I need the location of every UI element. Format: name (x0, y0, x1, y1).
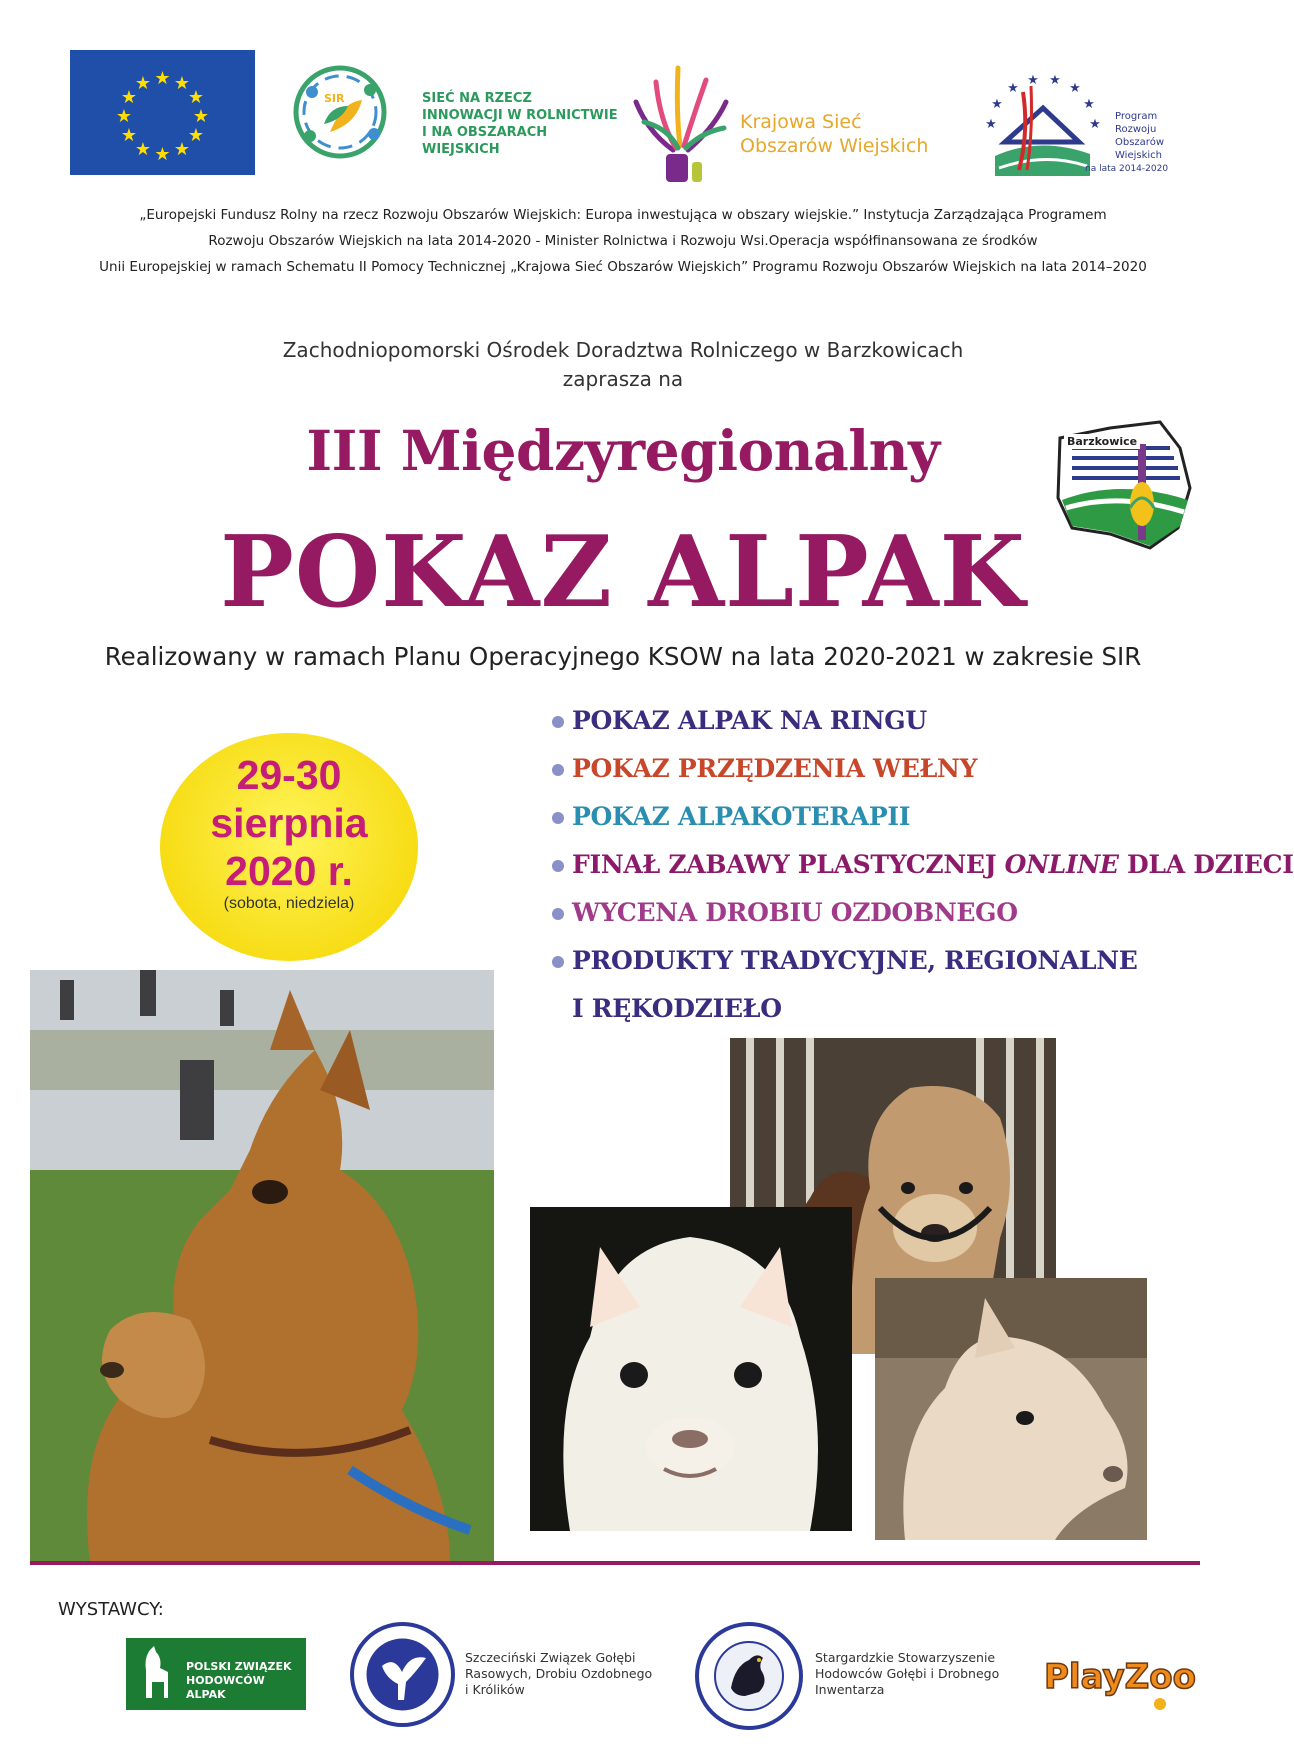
sir-logo-text: SIEĆ NA RZECZ INNOWACJI W ROLNICTWIE I NA OBSZARACH WIEJSKICH (422, 91, 618, 157)
svg-text:★: ★ (120, 87, 138, 108)
date-year: 2020 r. (225, 848, 353, 894)
svg-text:★: ★ (154, 144, 171, 165)
prow-logo-years: na lata 2014-2020 (1085, 164, 1169, 174)
svg-text:★: ★ (120, 125, 138, 146)
event-title-line1: III Międzyregionalny (306, 418, 940, 483)
program-item: WYCENA DROBIU OZDOBNEGO (552, 889, 1232, 937)
funding-note: „Europejski Fundusz Rolny na rzecz Rozwoju Obszarów Wiejskich: Europa inwestująca w obszary wiejskie.” Instytucja Zarządzająca Programem Rozwoju Obszarów Wiejskich na lata 2014-2020 - Minister Rolnictwa i Rozwoju Wsi.Operacja współfinansowana ze środków Unii Europejskiej w ramach Schematu II Pomocy Technicznej „Krajowa Sieć Obszarów Wiejskich” Programu Rozwoju Obszarów Wiejskich na lata 2014–2020 (99, 207, 1147, 275)
svg-text:SIR: SIR (324, 92, 345, 105)
svg-text:★: ★ (187, 125, 205, 146)
date-days: 29-30 (236, 752, 342, 798)
organizer-invite: zaprasza na (562, 367, 684, 391)
organizer (0, 336, 1246, 394)
svg-text:★: ★ (187, 87, 205, 108)
program-item: POKAZ ALPAKOTERAPII (552, 793, 1232, 841)
pzha-logo-text: POLSKI ZWIĄZEK HODOWCÓW ALPAK (186, 1660, 292, 1701)
program-item: POKAZ ALPAK NA RINGU (552, 697, 1232, 745)
svg-text:★: ★ (1083, 97, 1095, 112)
svg-text:★: ★ (154, 68, 171, 89)
event-subtitle: Realizowany w ramach Planu Operacyjnego KSOW na lata 2020-2021 w zakresie SIR (104, 642, 1142, 671)
dove-icon (354, 1626, 451, 1723)
svg-text:★: ★ (1027, 73, 1039, 88)
pzha-logo (126, 1638, 306, 1710)
szczecin-association-name: Szczeciński Związek Gołębi Rasowych, Drobiu Ozdobnego i Królików (465, 1650, 653, 1697)
event-title-main: POKAZ ALPAK (220, 515, 1026, 630)
svg-text:★: ★ (1007, 81, 1019, 96)
alpaca-photo-white (530, 1207, 852, 1531)
svg-text:★: ★ (991, 97, 1003, 112)
szczecin-association-seal (350, 1622, 455, 1727)
date-badge (160, 733, 418, 961)
date-weekdays: (sobota, niedziela) (223, 895, 355, 912)
svg-text:★: ★ (134, 73, 152, 94)
prow-logo-text: Program Rozwoju Obszarów Wiejskich (1115, 111, 1164, 161)
prow-logo (975, 72, 1180, 182)
alpaca-photo-brown (30, 970, 494, 1562)
program-list (552, 697, 1294, 1033)
svg-text:PlayZoo: PlayZoo (1044, 1657, 1197, 1697)
organizer-name: Zachodniopomorski Ośrodek Doradztwa Rolniczego w Barzkowicach (282, 338, 964, 362)
svg-text:★: ★ (134, 139, 152, 160)
svg-text:★: ★ (173, 73, 191, 94)
eu-flag-icon (70, 50, 255, 175)
svg-text:★: ★ (985, 117, 997, 132)
svg-text:★: ★ (115, 106, 133, 127)
svg-text:★: ★ (1069, 81, 1081, 96)
svg-text:★: ★ (173, 139, 191, 160)
ksow-logo (628, 62, 958, 186)
stargard-association-name: Stargardzkie Stowarzyszenie Hodowców Gołębi i Drobnego Inwentarza (815, 1650, 1000, 1697)
svg-text:★: ★ (192, 106, 210, 127)
sir-logo-icon (290, 62, 394, 162)
exhibitors-label: WYSTAWCY: (58, 1599, 164, 1620)
stargard-association-seal (695, 1622, 803, 1730)
program-item: FINAŁ ZABAWY PLASTYCZNEJ ONLINE DLA DZIECI (552, 841, 1232, 889)
program-item: POKAZ PRZĘDZENIA WEŁNY (552, 745, 1232, 793)
alpaca-photo-cream (875, 1278, 1147, 1540)
date-month: sierpnia (210, 800, 368, 846)
barzkowice-map-icon (1050, 408, 1200, 558)
barzkowice-logo (1050, 408, 1200, 558)
ksow-logo-icon (628, 62, 738, 186)
sir-logo (290, 62, 618, 162)
svg-text:★: ★ (1049, 73, 1061, 88)
pigeon-icon (699, 1626, 799, 1726)
program-item-continuation: I RĘKODZIEŁO (572, 994, 782, 1023)
program-item: PRODUKTY TRADYCYJNE, REGIONALNE (552, 937, 1232, 985)
divider-line (30, 1561, 1200, 1565)
alpaca-silhouette-icon (132, 1638, 182, 1710)
svg-text:★: ★ (1089, 117, 1101, 132)
playzoo-logo (1040, 1642, 1197, 1714)
ksow-logo-text: Krajowa Sieć Obszarów Wiejskich (740, 111, 929, 157)
barzkowice-label: Barzkowice (1064, 434, 1140, 449)
